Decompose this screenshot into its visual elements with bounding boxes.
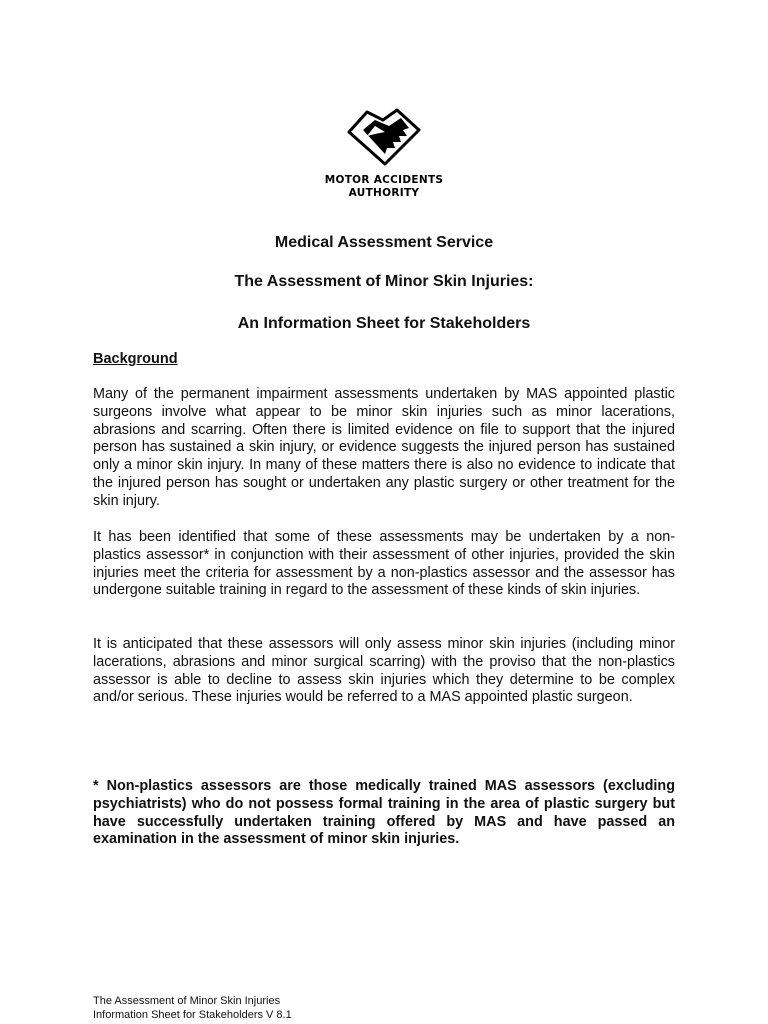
non-plastics-footnote: * Non-plastics assessors are those medically trained MAS assessors (excluding psychiatrists) who do not possess formal training in the area of plastic surgery but have successfully undertaken training offered by MAS and have passed an examination in the assessment of minor skin injuries. — [93, 778, 675, 848]
background-paragraph: It is anticipated that these assessors will only assess minor skin injuries (including minor lacerations, abrasions and minor surgical scarring) with the proviso that the non-plastics assessor is able to decline to assess skin injuries which they determine to be complex and/or serious. These injuries would be referred to a MAS appointed plastic surgeon. — [93, 636, 675, 706]
service-title: Medical Assessment Service — [274, 234, 494, 251]
footer-line-1: The Assessment of Minor Skin Injuries — [93, 995, 281, 1007]
logo-name-line1: MOTOR ACCIDENTS — [324, 174, 444, 186]
maa-logo — [322, 106, 446, 199]
page-footer — [93, 995, 292, 1022]
document-title: The Assessment of Minor Skin Injuries: — [234, 273, 534, 290]
footer-line-2: Information Sheet for Stakeholders V 8.1 — [93, 1008, 292, 1021]
maa-emblem-icon — [345, 106, 423, 168]
logo-name-line2: AUTHORITY — [348, 186, 420, 199]
background-paragraph: It has been identified that some of these assessments may be undertaken by a non-plastics assessor* in conjunction with their assessment of other injuries, provided the skin injuries meet the criteria for assessment by a non-plastics assessor and the assessor has undergone suitable training in regard to the assessment of these kinds of skin injuries. — [93, 529, 675, 599]
background-heading: Background — [93, 351, 178, 367]
background-paragraph: Many of the permanent impairment assessments undertaken by MAS appointed plastic surgeons involve what appear to be minor skin injuries such as minor lacerations, abrasions and scarring. Often there is limited evidence on file to support that the injured person has sustained a skin injury, or evidence suggests the injured person has sustained only a minor skin injury. In many of these matters there is also no evidence to indicate that the injured person has sought or undertaken any plastic surgery or other treatment for the skin injury. — [93, 386, 675, 509]
document-subtitle: An Information Sheet for Stakeholders — [237, 315, 531, 332]
